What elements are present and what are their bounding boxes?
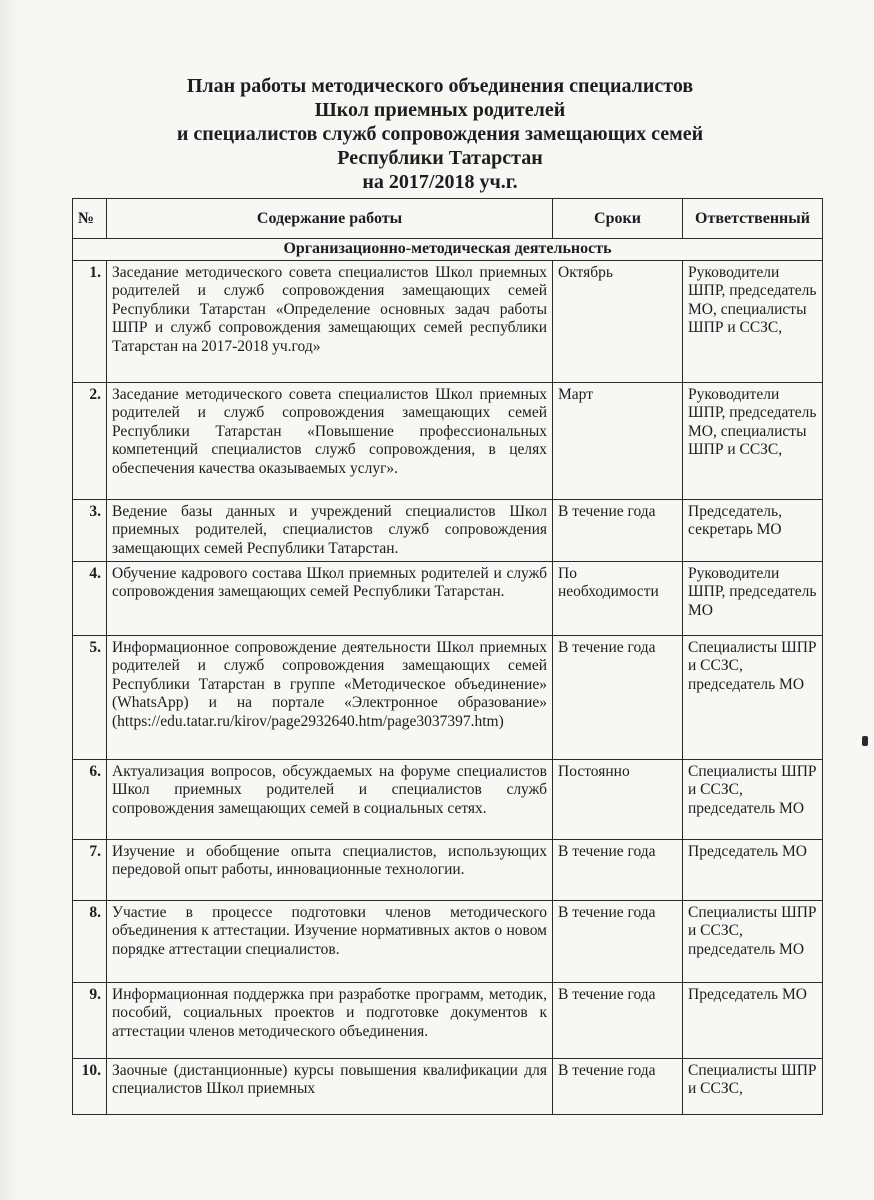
table-row (73, 1058, 823, 1114)
row-term: В течение года (553, 900, 683, 982)
row-term: Октябрь (553, 260, 683, 382)
row-num: 3. (73, 499, 107, 561)
work-plan-table (72, 198, 823, 1115)
row-num: 2. (73, 382, 107, 499)
row-term: Март (553, 382, 683, 499)
row-content: Заседание методического совета специалистов Школ приемных родителей и служб сопровождения замещающих семей Республики Татарстан «Определение основных задач работы ШПР и служб сопровождения замещающих семей республики Татарстан на 2017-2018 уч.год» (107, 260, 553, 382)
row-content: Обучение кадрового состава Школ приемных родителей и служб сопровождения замещающих семей Республики Татарстан. (107, 561, 553, 635)
row-content: Ведение базы данных и учреждений специалистов Школ приемных родителей, специалистов служб сопровождения замещающих семей Республики Татарстан. (107, 499, 553, 561)
table-row (73, 635, 823, 759)
row-term: По необходимости (553, 561, 683, 635)
row-content: Информационное сопровождение деятельности Школ приемных родителей и служб сопровождения замещающих семей Республики Татарстан в группе «Методическое объединение» (WhatsApp) и на портале «Электронное образование» (https://edu.tatar.ru/kirov/page2932640.htm/page3037397.htm) (107, 635, 553, 759)
row-term: Постоянно (553, 759, 683, 839)
section-row (73, 239, 823, 261)
table-row (73, 900, 823, 982)
row-content: Изучение и обобщение опыта специалистов, использующих передовой опыт работы, инновационные технологии. (107, 839, 553, 900)
row-responsible: Руководители ШПР, председатель МО, специалисты ШПР и ССЗС, (683, 382, 823, 499)
table-row (73, 499, 823, 561)
row-term: В течение года (553, 839, 683, 900)
row-responsible: Председатель МО (683, 982, 823, 1058)
row-responsible: Председатель МО (683, 839, 823, 900)
table-row (73, 839, 823, 900)
table-row (73, 382, 823, 499)
row-responsible: Руководители ШПР, председатель МО, специалисты ШПР и ССЗС, (683, 260, 823, 382)
title-line-2: Школ приемных родителей (314, 99, 566, 121)
row-num: 6. (73, 759, 107, 839)
table-row (73, 561, 823, 635)
row-term: В течение года (553, 982, 683, 1058)
row-num: 8. (73, 900, 107, 982)
table-row (73, 260, 823, 382)
title-line-4: Республики Татарстан (337, 147, 543, 169)
row-term: В течение года (553, 1058, 683, 1114)
row-content: Заочные (дистанционные) курсы повышения квалификации для специалистов Школ приемных (107, 1058, 553, 1114)
table-row (73, 982, 823, 1058)
table-row (73, 759, 823, 839)
table-header-row (73, 199, 823, 239)
row-num: 9. (73, 982, 107, 1058)
title-line-1: План работы методического объединения специалистов (186, 75, 694, 97)
row-responsible: Специалисты ШПР и ССЗС, председатель МО (683, 759, 823, 839)
row-num: 1. (73, 260, 107, 382)
row-term: В течение года (553, 635, 683, 759)
section-title: Организационно-методическая деятельность (73, 239, 823, 261)
document-title (80, 74, 800, 194)
row-num: 7. (73, 839, 107, 900)
row-num: 5. (73, 635, 107, 759)
row-responsible: Руководители ШПР, председатель МО (683, 561, 823, 635)
row-content: Участие в процессе подготовки членов методического объединения к аттестации. Изучение нормативных актов о новом порядке аттестации специалистов. (107, 900, 553, 982)
header-responsible: Ответственный (683, 199, 823, 239)
title-line-3: и специалистов служб сопровождения замещающих семей (176, 123, 704, 145)
row-responsible: Председатель, секретарь МО (683, 499, 823, 561)
title-line-5: на 2017/2018 уч.г. (362, 171, 518, 193)
row-content: Информационная поддержка при разработке программ, методик, пособий, социальных проектов и подготовке документов к аттестации членов методического объединения. (107, 982, 553, 1058)
row-responsible: Специалисты ШПР и ССЗС, председатель МО (683, 635, 823, 759)
header-term: Сроки (553, 199, 683, 239)
row-num: 10. (73, 1058, 107, 1114)
row-content: Заседание методического совета специалистов Школ приемных родителей и служб сопровождения замещающих семей Республики Татарстан «Повышение профессиональных компетенций специалистов служб сопровождения, в целях обеспечения качества оказываемых услуг». (107, 382, 553, 499)
row-responsible: Специалисты ШПР и ССЗС, (683, 1058, 823, 1114)
row-term: В течение года (553, 499, 683, 561)
row-content: Актуализация вопросов, обсуждаемых на форуме специалистов Школ приемных родителей и специалистов служб сопровождения замещающих семей в социальных сетях. (107, 759, 553, 839)
row-responsible: Специалисты ШПР и ССЗС, председатель МО (683, 900, 823, 982)
header-num: № (73, 199, 107, 239)
scan-mark (862, 736, 868, 746)
header-content: Содержание работы (107, 199, 553, 239)
row-num: 4. (73, 561, 107, 635)
page-edge-shadow (0, 0, 18, 1200)
